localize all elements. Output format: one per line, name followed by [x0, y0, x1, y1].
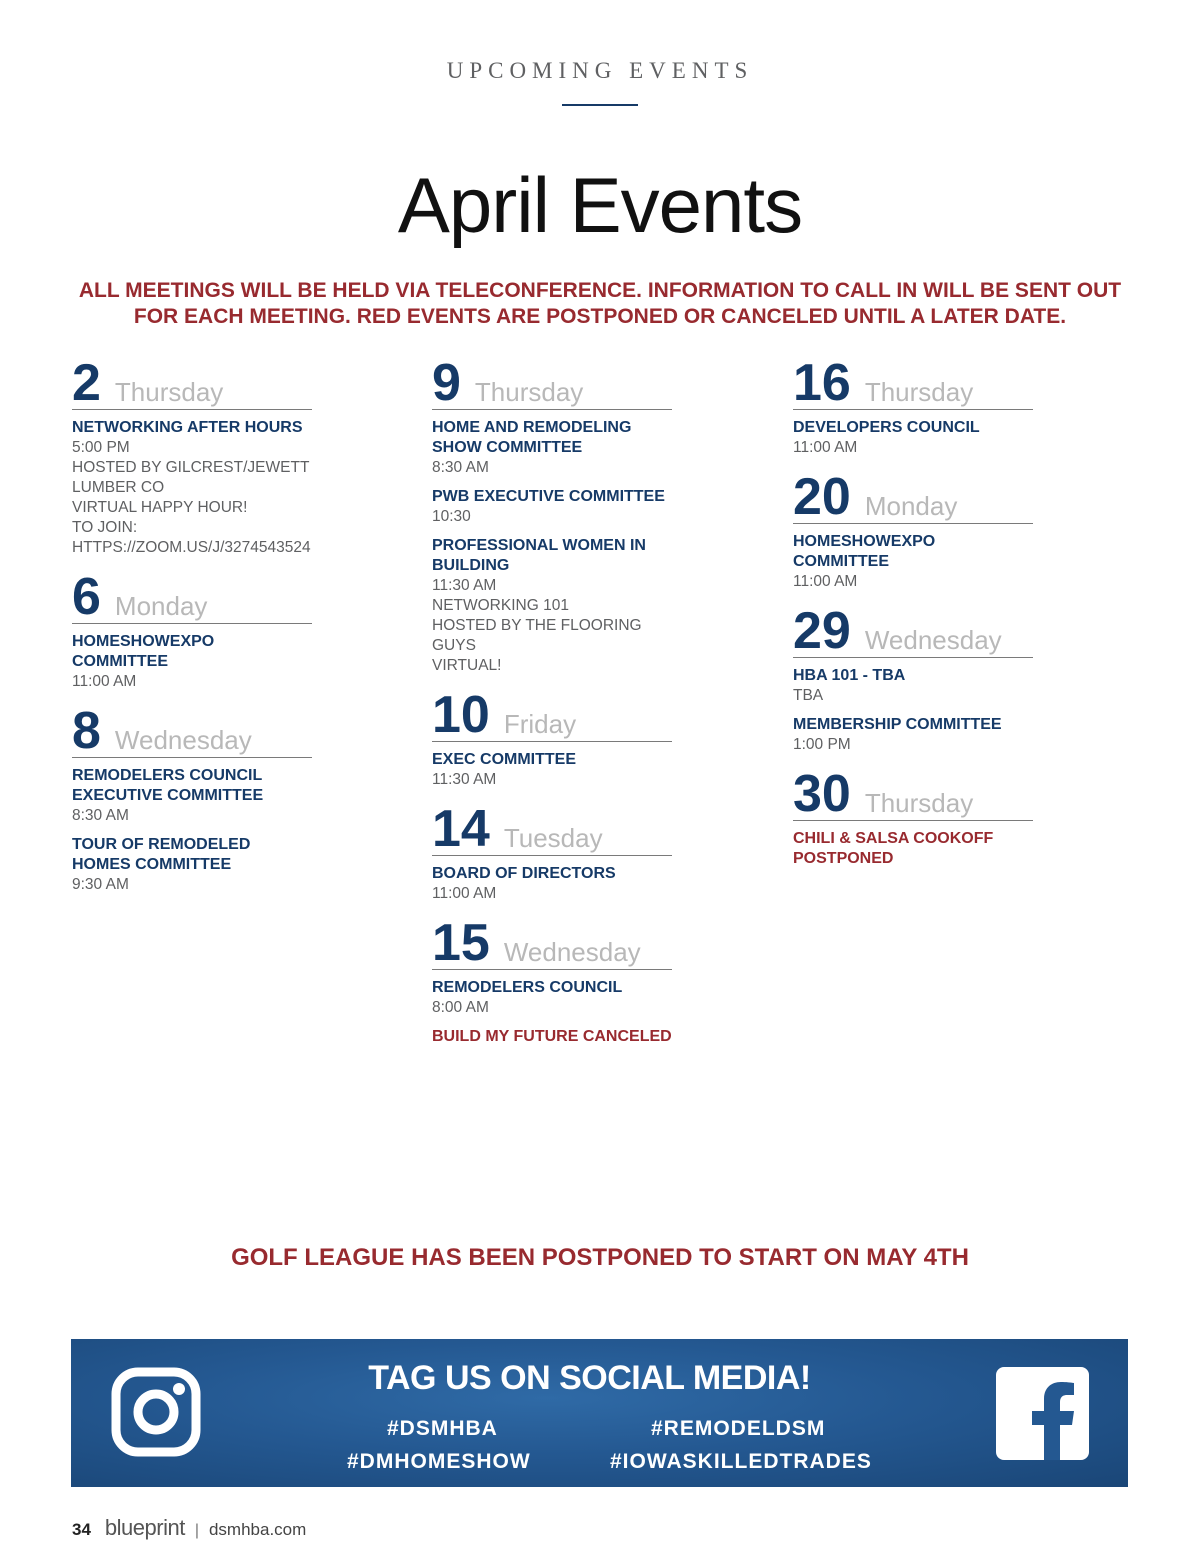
event-detail: HOSTED BY THE FLOORING GUYS: [432, 617, 642, 654]
day-weekday: Wednesday: [114, 725, 252, 755]
event-detail: HTTPS://ZOOM.US/J/3274543524: [72, 539, 311, 556]
day-number: 14: [432, 800, 490, 858]
day-weekday: Tuesday: [503, 823, 603, 853]
event-item: [793, 715, 1033, 755]
day-block: [72, 570, 312, 692]
day-number: 15: [432, 914, 490, 972]
day-header: [793, 604, 1033, 658]
events-column-2: [432, 356, 672, 1059]
day-weekday: Thursday: [864, 377, 974, 407]
event-item: [432, 750, 672, 790]
day-number: 29: [793, 602, 851, 660]
event-detail: 11:00 AM: [793, 439, 858, 456]
event-detail: VIRTUAL!: [432, 657, 502, 674]
event-item: [793, 829, 1033, 869]
day-number: 20: [793, 468, 851, 526]
event-title: DEVELOPERS COUNCIL: [793, 419, 980, 436]
event-title: REMODELERS COUNCIL EXECUTIVE COMMITTEE: [72, 767, 264, 804]
event-title-postponed: BUILD MY FUTURE CANCELED: [432, 1028, 672, 1045]
events-column-1: [72, 356, 312, 907]
event-item: [432, 1027, 672, 1047]
event-item: [432, 487, 672, 527]
day-header: [72, 356, 312, 410]
event-detail: HOSTED BY GILCREST/JEWETT LUMBER CO: [72, 459, 310, 496]
day-number: 8: [72, 702, 101, 760]
golf-league-notice: GOLF LEAGUE HAS BEEN POSTPONED TO START ON MAY 4TH: [231, 1244, 969, 1271]
day-header: [793, 767, 1033, 821]
day-header: [72, 704, 312, 758]
event-detail: 1:00 PM: [793, 736, 851, 753]
event-title: TOUR OF REMODELED HOMES COMMITTEE: [72, 836, 251, 873]
event-title: PROFESSIONAL WOMEN IN BUILDING: [432, 537, 646, 574]
day-header: [432, 688, 672, 742]
site-link[interactable]: dsmhba.com: [208, 1520, 307, 1539]
event-item: [72, 418, 312, 558]
page-footer: [72, 1515, 306, 1541]
kicker-underline: [562, 104, 638, 106]
footer-separator: |: [194, 1522, 199, 1539]
event-title: HOMESHOWEXPO COMMITTEE: [793, 533, 936, 570]
event-detail: 11:30 AM: [432, 577, 497, 594]
day-block: [72, 356, 312, 558]
event-detail: 11:00 AM: [432, 885, 497, 902]
day-block: [432, 688, 672, 790]
section-kicker: UPCOMING EVENTS: [446, 58, 754, 83]
day-number: 10: [432, 686, 490, 744]
event-detail: 8:00 AM: [432, 999, 489, 1016]
event-title: NETWORKING AFTER HOURS: [72, 419, 303, 436]
event-detail: 5:00 PM: [72, 439, 130, 456]
day-header: [432, 916, 672, 970]
event-detail: 11:00 AM: [793, 573, 858, 590]
day-weekday: Monday: [114, 591, 208, 621]
event-title: HOME AND REMODELING SHOW COMMITTEE: [432, 419, 632, 456]
event-item: [793, 532, 1033, 592]
event-item: [793, 418, 1033, 458]
event-item: [432, 978, 672, 1018]
event-item: [793, 666, 1033, 706]
day-block: [432, 802, 672, 904]
event-title: PWB EXECUTIVE COMMITTEE: [432, 488, 665, 505]
day-block: [432, 916, 672, 1047]
event-detail: VIRTUAL HAPPY HOUR!: [72, 499, 248, 516]
event-item: [432, 536, 672, 676]
event-detail: 10:30: [432, 508, 471, 525]
event-item: [72, 835, 312, 895]
event-item: [432, 418, 672, 478]
event-detail: 9:30 AM: [72, 876, 129, 893]
day-block: [793, 470, 1033, 592]
day-block: [793, 604, 1033, 755]
event-detail: TBA: [793, 687, 824, 704]
day-weekday: Monday: [864, 491, 958, 521]
social-heading: TAG US ON SOCIAL MEDIA!: [368, 1359, 811, 1397]
facebook-icon[interactable]: [996, 1367, 1089, 1460]
day-weekday: Wednesday: [503, 937, 641, 967]
event-detail: TO JOIN:: [72, 519, 138, 536]
event-title: HBA 101 - TBA: [793, 667, 906, 684]
day-number: 16: [793, 354, 851, 412]
hashtag-iowaskilledtrades: #IOWASKILLEDTRADES: [610, 1450, 872, 1473]
day-block: [72, 704, 312, 895]
day-block: [793, 356, 1033, 458]
day-number: 30: [793, 765, 851, 823]
day-block: [432, 356, 672, 676]
event-title: REMODELERS COUNCIL: [432, 979, 623, 996]
day-weekday: Friday: [503, 709, 577, 739]
event-item: [72, 766, 312, 826]
day-header: [793, 470, 1033, 524]
page-title: April Events: [397, 161, 803, 249]
day-weekday: Wednesday: [864, 625, 1002, 655]
day-weekday: Thursday: [114, 377, 224, 407]
day-header: [793, 356, 1033, 410]
hashtag-remodeldsm: #REMODELDSM: [651, 1417, 826, 1440]
events-column-3: [793, 356, 1033, 881]
brand-logo: blueprint: [104, 1515, 185, 1540]
event-detail: NETWORKING 101: [432, 597, 569, 614]
event-item: [72, 632, 312, 692]
day-weekday: Thursday: [864, 788, 974, 818]
event-detail: 11:00 AM: [72, 673, 137, 690]
day-header: [72, 570, 312, 624]
day-block: [793, 767, 1033, 869]
event-title: BOARD OF DIRECTORS: [432, 865, 616, 882]
day-number: 6: [72, 568, 101, 626]
day-header: [432, 356, 672, 410]
hashtag-dsmhba: #DSMHBA: [387, 1417, 498, 1440]
page-number: 34: [72, 1520, 91, 1539]
day-number: 2: [72, 354, 101, 412]
event-detail: 11:30 AM: [432, 771, 497, 788]
day-header: [432, 802, 672, 856]
event-detail: 8:30 AM: [432, 459, 489, 476]
event-title: MEMBERSHIP COMMITTEE: [793, 716, 1002, 733]
event-title-postponed: CHILI & SALSA COOKOFF POSTPONED: [793, 830, 994, 867]
event-detail: 8:30 AM: [72, 807, 129, 824]
event-title: HOMESHOWEXPO COMMITTEE: [72, 633, 215, 670]
day-weekday: Thursday: [474, 377, 584, 407]
teleconference-notice: ALL MEETINGS WILL BE HELD VIA TELECONFERENCE. INFORMATION TO CALL IN WILL BE SENT OUT FOR EACH MEETING. RED EVENTS ARE POSTPONED OR CANCELED UNTIL A LATER DATE.: [78, 279, 1122, 328]
event-title: EXEC COMMITTEE: [432, 751, 577, 768]
day-number: 9: [432, 354, 461, 412]
social-media-banner: [71, 1339, 1128, 1487]
hashtag-dmhomeshow: #DMHOMESHOW: [347, 1450, 531, 1473]
event-item: [432, 864, 672, 904]
